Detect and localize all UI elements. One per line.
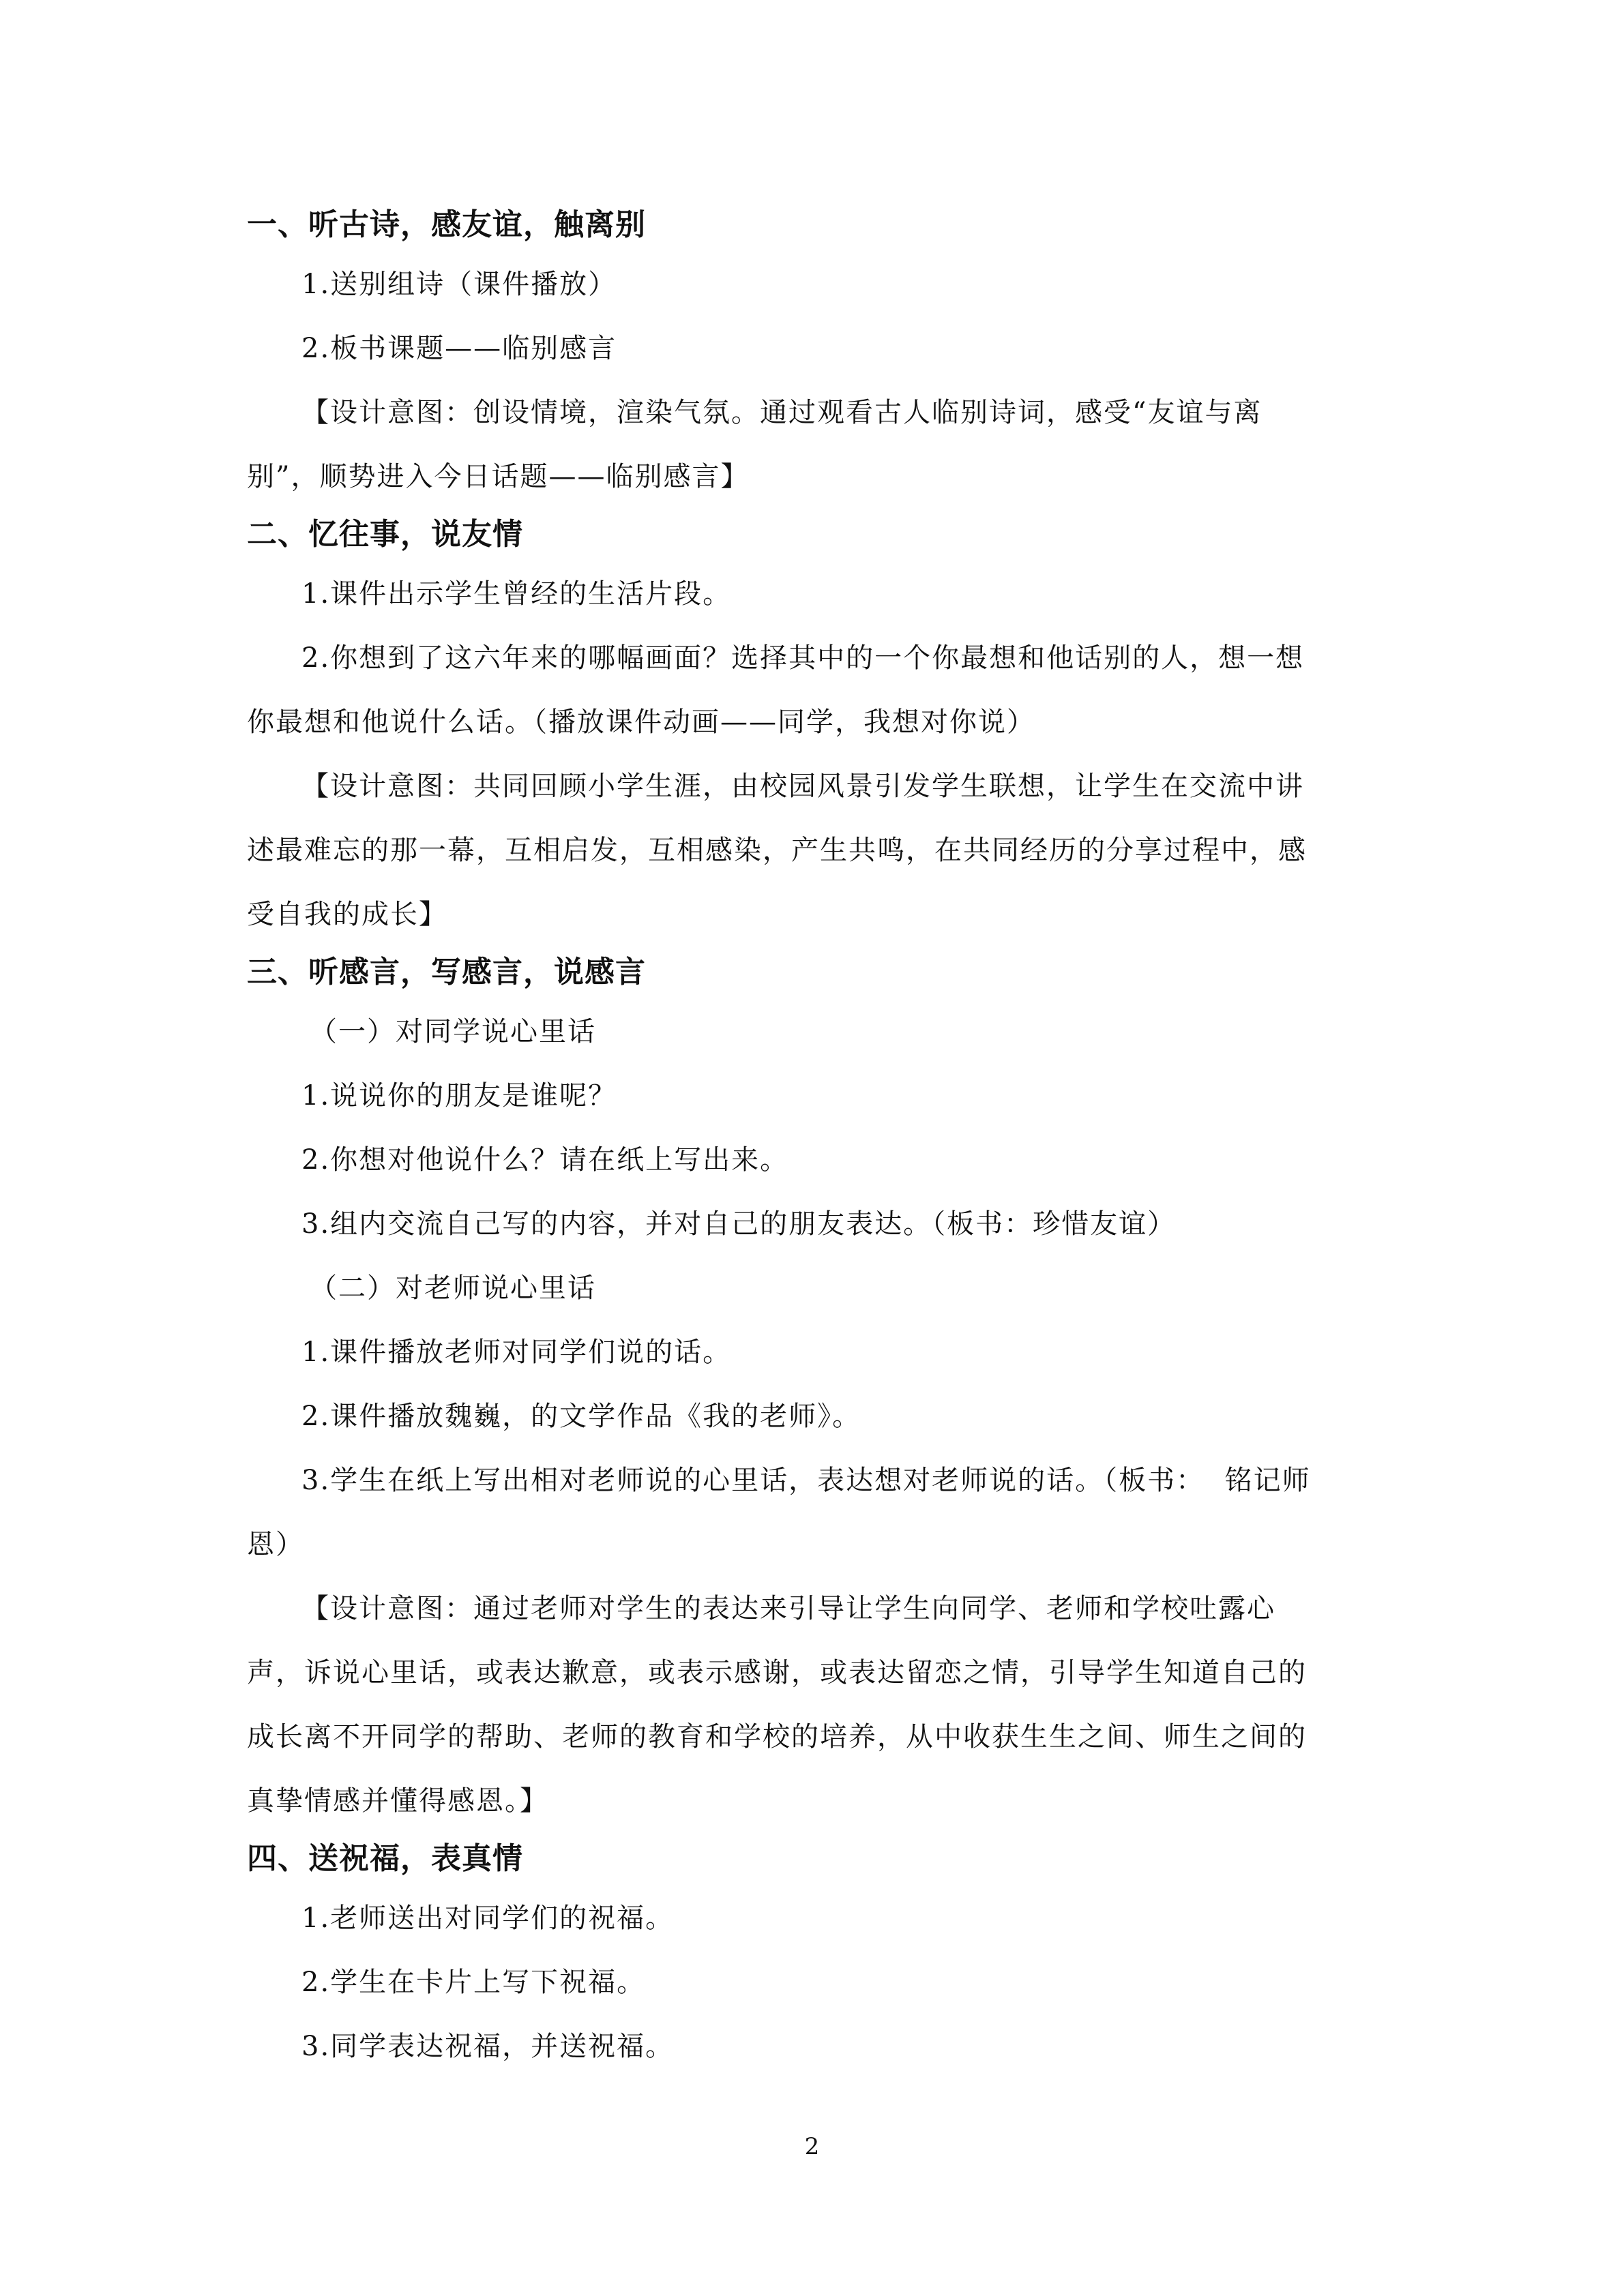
list-item: 2.板书课题——临别感言 xyxy=(301,333,617,364)
list-item: 1.说说你的朋友是谁呢？ xyxy=(301,1080,617,1112)
subsection-heading: （一）对同学说心里话 xyxy=(310,1016,596,1047)
document-body xyxy=(247,205,1379,2078)
list-item: 2.课件播放魏巍，的文学作品《我的老师》。 xyxy=(301,1401,861,1432)
list-item: 3.学生在纸上写出相对老师说的心里话，表达想对老师说的话。（板书： 铭记师 xyxy=(301,1465,1311,1496)
design-intent-line: 受自我的成长】 xyxy=(247,899,447,930)
design-intent-line: 声，诉说心里话，或表达歉意，或表示感谢，或表达留恋之情，引导学生知道自己的 xyxy=(247,1657,1307,1688)
list-item: 1.送别组诗（课件播放） xyxy=(301,269,617,300)
design-intent-line: 成长离不开同学的帮助、老师的教育和学校的培养，从中收获生生之间、师生之间的 xyxy=(247,1721,1307,1753)
design-intent-line: 真挚情感并懂得感恩。】 xyxy=(247,1785,548,1817)
list-item: 2.学生在卡片上写下祝福。 xyxy=(301,1967,646,1998)
list-item: 3.同学表达祝福，并送祝福。 xyxy=(301,2031,675,2062)
list-item-continuation: 恩） xyxy=(247,1529,304,1560)
list-item: 3.组内交流自己写的内容，并对自己的朋友表达。（板书：珍惜友谊） xyxy=(301,1208,1177,1240)
list-item: 1.老师送出对同学们的祝福。 xyxy=(301,1903,675,1934)
list-item-continuation: 你最想和他说什么话。（播放课件动画——同学，我想对你说） xyxy=(247,706,1035,738)
design-intent-line: 【设计意图：创设情境，渲染气氛。通过观看古人临别诗词，感受“友谊与离 xyxy=(301,397,1263,428)
section-heading-4: 四、送祝福，表真情 xyxy=(247,1841,523,1876)
design-intent-line: 【设计意图：共同回顾小学生涯，由校园风景引发学生联想，让学生在交流中讲 xyxy=(301,771,1304,802)
list-item: 2.你想对他说什么？请在纸上写出来。 xyxy=(301,1144,789,1176)
design-intent-line: 【设计意图：通过老师对学生的表达来引导让学生向同学、老师和学校吐露心 xyxy=(301,1593,1275,1624)
list-item: 2.你想到了这六年来的哪幅画面？选择其中的一个你最想和他话别的人，想一想 xyxy=(301,642,1305,674)
design-intent-line: 述最难忘的那一幕，互相启发，互相感染，产生共鸣，在共同经历的分享过程中，感 xyxy=(247,835,1307,866)
section-heading-3: 三、听感言，写感言，说感言 xyxy=(247,955,646,989)
subsection-heading: （二）对老师说心里话 xyxy=(310,1272,596,1304)
section-heading-1: 一、听古诗，感友谊，触离别 xyxy=(247,207,646,242)
design-intent-line: 别”，顺势进入今日话题——临别感言】 xyxy=(247,461,750,492)
list-item: 1.课件播放老师对同学们说的话。 xyxy=(301,1337,732,1368)
page-number: 2 xyxy=(804,2133,820,2160)
section-heading-2: 二、忆往事，说友情 xyxy=(247,517,523,552)
list-item: 1.课件出示学生曾经的生活片段。 xyxy=(301,578,732,610)
